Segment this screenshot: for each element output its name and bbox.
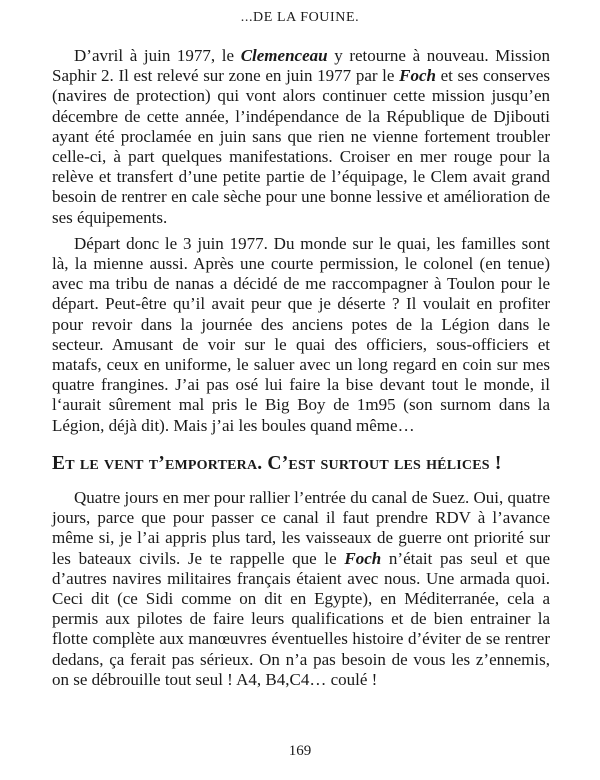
paragraph (52, 46, 550, 228)
ship-name: Clemenceau (240, 46, 328, 65)
paragraph (52, 488, 550, 690)
text-run: y retourne à nouveau. Mission Saphir 2. Il est relevé sur zone en juin 1977 par le (52, 46, 550, 86)
text-run: Départ donc le 3 juin 1977. Du monde sur le quai, les familles sont là, la mienne aussi. Après une courte permission, le colonel (en tenue) avec ma tribu de nanas a décidé de me raccompagner à Toulon pour le départ. Peut-être qu’il avait peur que je déserte ? Il voulait en profiter pour revoir dans la journée des anciens potes de la Légion dans le secteur. Amusant de voir sur le quai des officiers, sous-officiers et matafs, ceux en uniforme, le saluer avec un long regard en coin sur mes quatre frangines. J’ai pas osé lui faire la bise devant tout le monde, il l‘aurait sûrement mal pris le Big Boy de 1m95 (son surnom dans la Légion, déjà dit). Mais j’ai les boules quand même… (52, 233, 550, 435)
text-run: et ses conserves (navires de protection) qui vont alors continuer cette mission jusqu’en décembre de cette année, l’indépendance de la République de Djibouti ayant été proclamée en juin sans que rien ne vienne fortement troubler celle-ci, à part quelques manifestations. Croiser en mer rouge pour la relève et transfert d’une petite partie de l’équipage, le Clem avait grand besoin de rentrer en cale sèche pour une bonne lessive et amélioration de ses équipements. (52, 66, 550, 227)
ship-name: Foch (344, 548, 382, 568)
text-run: D’avril à juin 1977, le (74, 46, 241, 65)
text-block-bottom (52, 488, 550, 696)
running-header: ...DE LA FOUINE. (240, 10, 360, 25)
section-heading-block (52, 453, 550, 475)
text-block-top (52, 46, 550, 442)
paragraph (52, 234, 550, 436)
text-run: n’était pas seul et que d’autres navires militaires français étaient avec nous. Une armada quoi. Ceci dit (ce Sidi comme on dit en Egypte), en Méditerranée, cela a permis aux pilotes de faire leurs qualifications et de bien entrainer la flotte complète aux manœuvres éventuelles histoire d’éviter de se rentrer dedans, ça ferait pas sérieux. On n’a pas besoin de vous les z’ennemis, on se débrouille tout seul ! A4, B4,C4… coulé ! (52, 548, 551, 689)
ship-name: Foch (399, 66, 436, 86)
text-run: Quatre jours en mer pour rallier l’entrée du canal de Suez. Oui, quatre jours, parce que pour passer ce canal il faut prendre RDV à l’avance même si, je l’ai appris plus tard, les vaisseaux de guerre ont priorité sur les bateaux civils. Je te rappelle que le (52, 488, 550, 568)
page-number: 169 (288, 743, 312, 759)
section-title: Et le vent t’emportera. C’est surtout les hélices ! (52, 453, 502, 474)
